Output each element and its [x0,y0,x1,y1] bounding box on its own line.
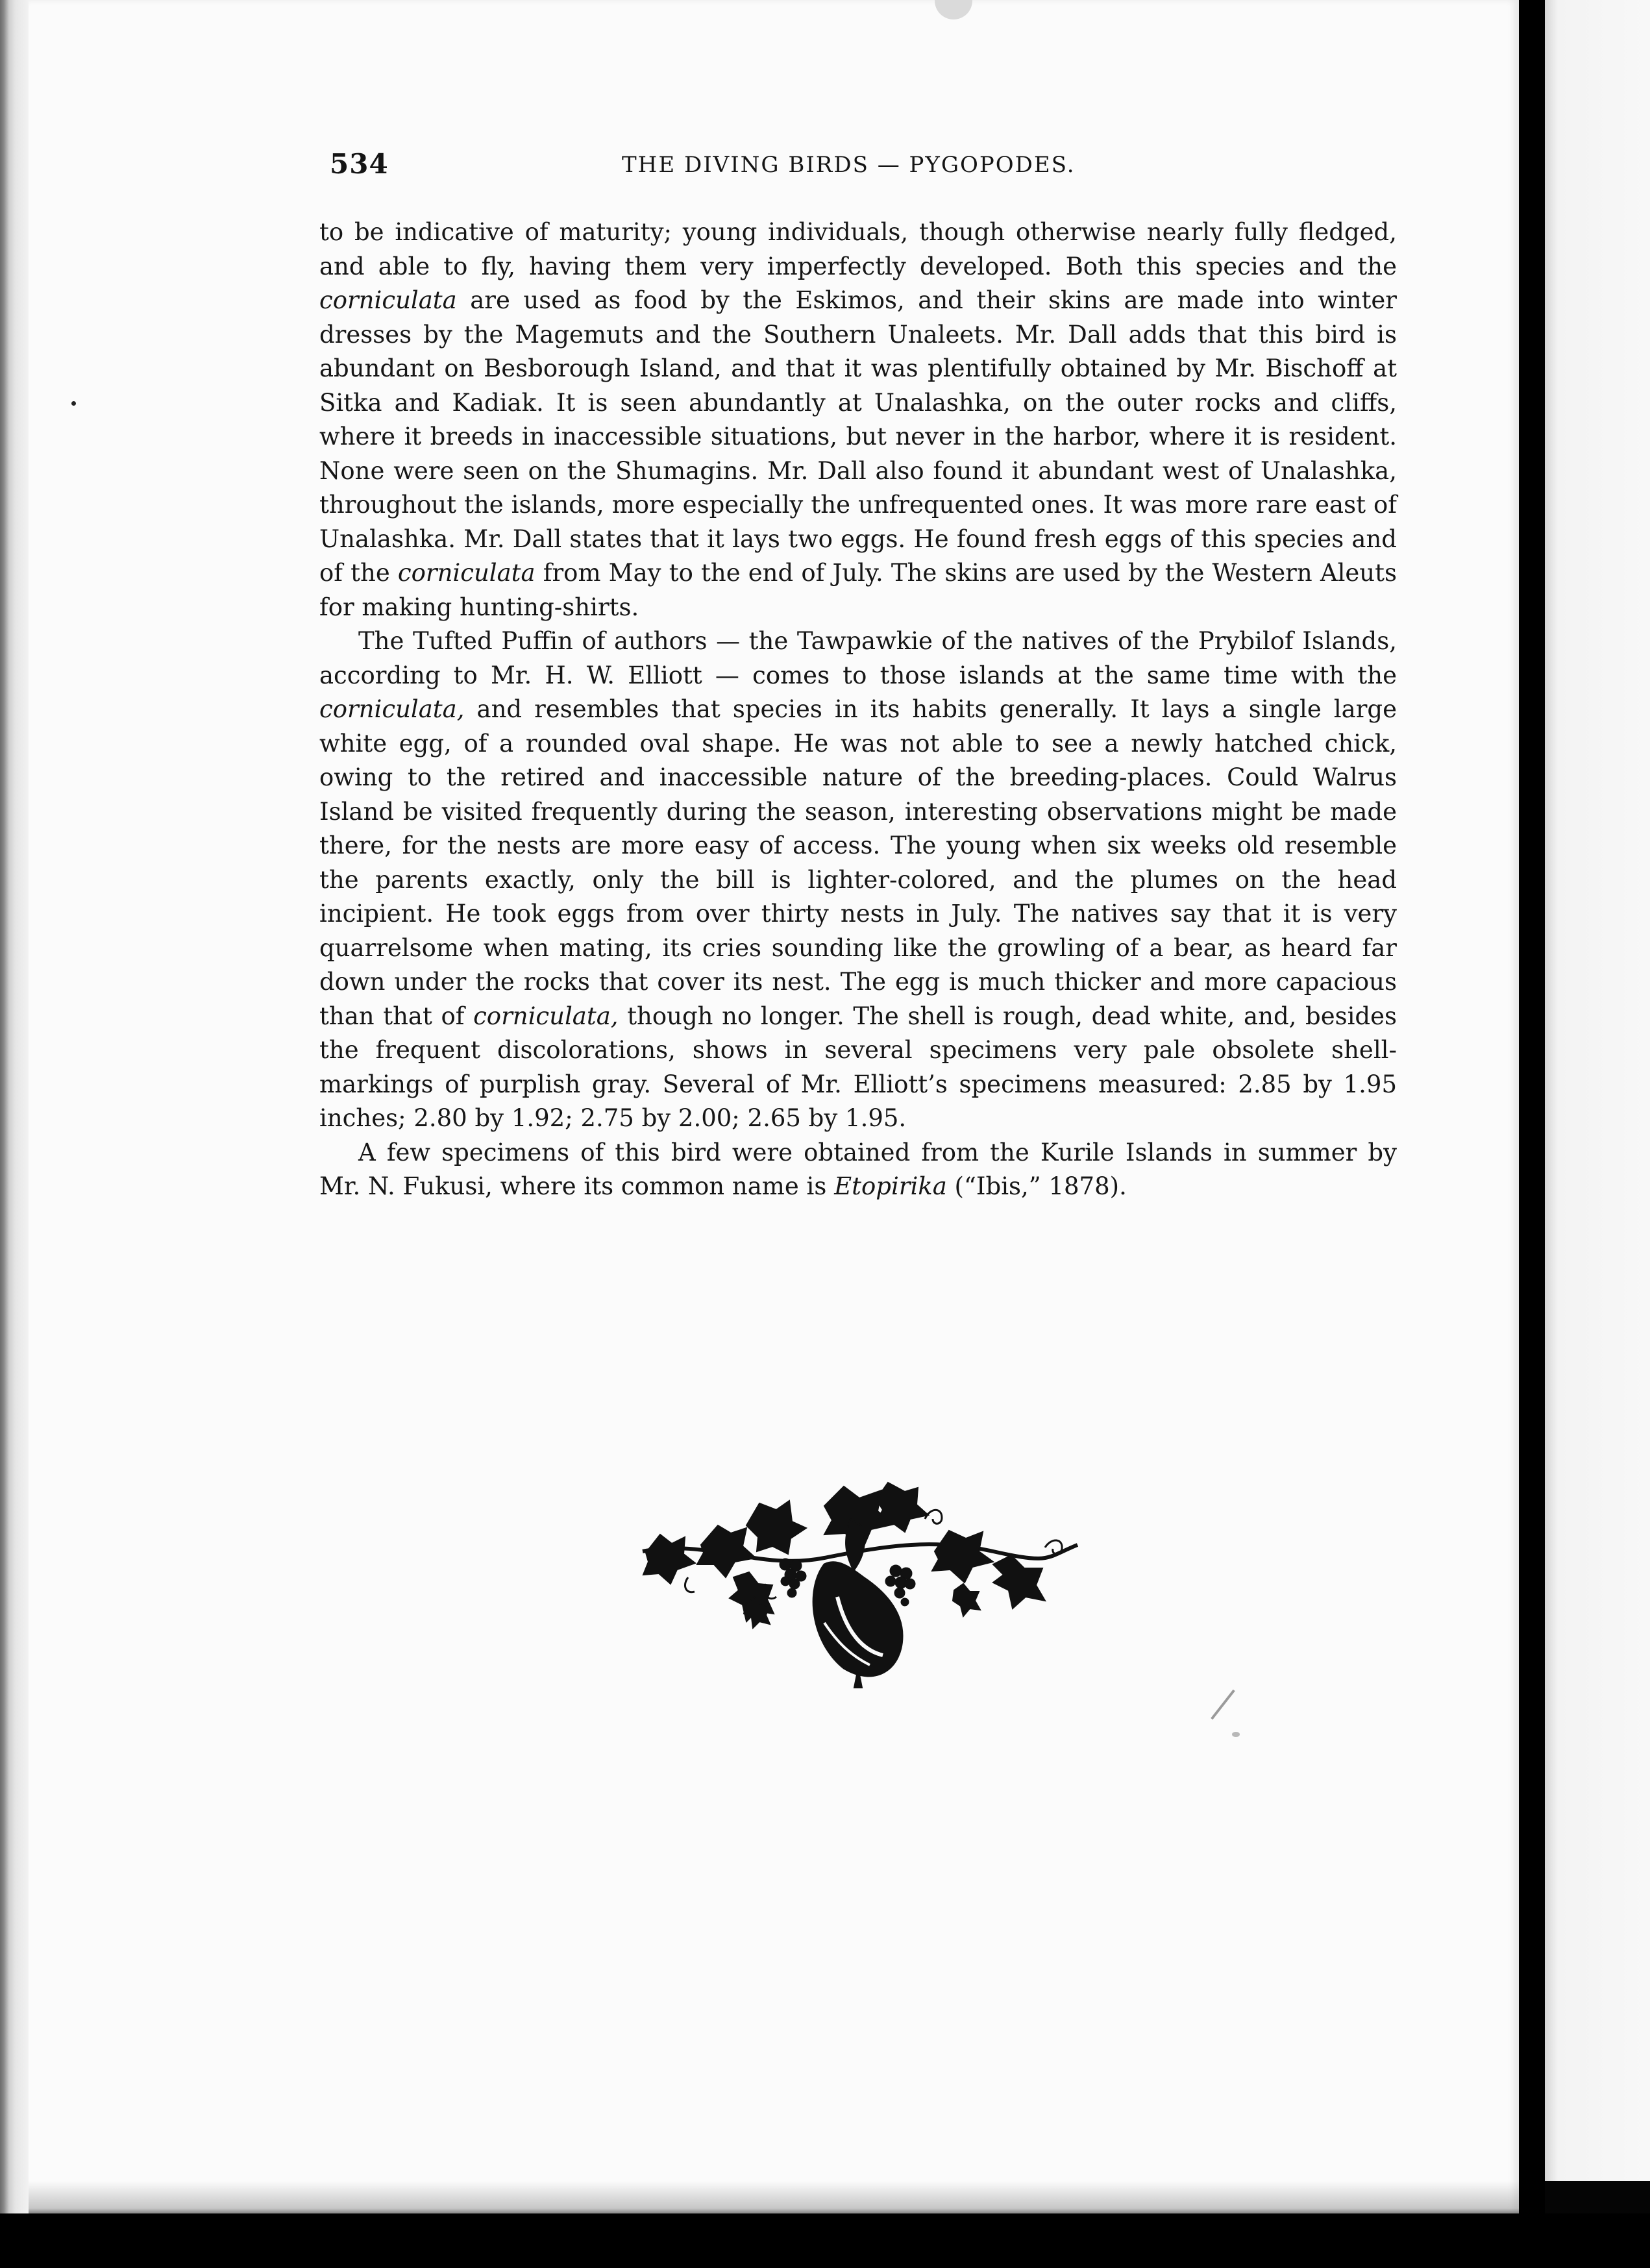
text-run: though no longer. The shell is rough, dead white, and, besides the frequent discolorations, shows in several specimens very pale obsolete shell-markings of purplish gray. Several of Mr. Elliott’s specimens measured: 2.85 by 1.95 inches; 2.80 by 1.92; 2.75 by 2.00; 2.65 by 1.95. [319,1002,1397,1132]
italic-species-name: corniculata [397,559,536,587]
text-run: to be indicative of maturity; young individuals, though otherwise nearly fully fledged, and able to fly, having them very imperfectly developed. Both this species and the [319,218,1397,280]
page-number: 534 [330,148,389,180]
running-title: THE DIVING BIRDS — PYGOPODES. [622,152,1076,178]
italic-species-name: corniculata, [319,695,465,723]
scan-bottom-border [0,2213,1650,2268]
paragraph-1 [319,216,1397,624]
text-run: The Tufted Puffin of authors — the Tawpawkie of the natives of the Prybilof Islands, according to Mr. H. W. Elliott — comes to those islands at the same time with the [319,627,1397,689]
paragraph-2 [319,624,1397,1136]
text-run: and resembles that species in its habits generally. It lays a single large white egg, of a rounded oval shape. He was not able to see a newly hatched chick, owing to the retired and inaccessible nature of the breeding-places. Could Walrus Island be visited frequently during the season, interesting observations might be made there, for the nests are more easy of access. The young when six weeks old resemble the parents exactly, only the bill is lighter-colored, and the plumes on the head incipient. He took eggs from over thirty nests in July. The natives say that it is very quarrelsome when mating, its cries sounding like the growling of a bear, as heard far down under the rocks that cover its nest. The egg is much thicker and more capacious than that of [319,695,1397,1030]
italic-common-name: Etopirika [834,1172,947,1200]
text-run: (“Ibis,” 1878). [946,1172,1127,1200]
body-text [319,216,1397,1204]
text-run: are used as food by the Eskimos, and their skins are made into winter dresses by the Magemuts and the Southern Unaleets. Mr. Dall adds that this bird is abundant on Besborough Island, and that it was plentifully obtained by Mr. Bischoff at Sitka and Kadiak. It is seen abundantly at Unalashka, on the outer rocks and cliffs, where it breeds in inaccessible situations, but never in the harbor, where it is resident. None were seen on the Shumagins. Mr. Dall also found it abundant west of Unalashka, throughout the islands, more especially the unfrequented ones. It was more rare east of Unalashka. Mr. Dall states that it lays two eggs. He found fresh eggs of this species and of the [319,286,1397,587]
stray-smudge [1232,1732,1240,1737]
grapevine-vignette-icon [630,1480,1084,1694]
paragraph-3 [319,1136,1397,1204]
italic-species-name: corniculata [319,286,457,314]
book-gutter [1519,0,1545,2268]
text-run: from May to the end of July. The skins are used by the Western Aleuts for making hunting-shirts. [319,559,1397,621]
running-head [330,148,1109,187]
stray-ink-dot [71,401,76,406]
facing-page-edge [1545,0,1650,2181]
italic-species-name: corniculata, [473,1002,619,1030]
page-left-edge [0,0,29,2220]
text-run: A few specimens of this bird were obtained from the Kurile Islands in summer by Mr. N. Fukusi, where its common name is [319,1138,1397,1200]
